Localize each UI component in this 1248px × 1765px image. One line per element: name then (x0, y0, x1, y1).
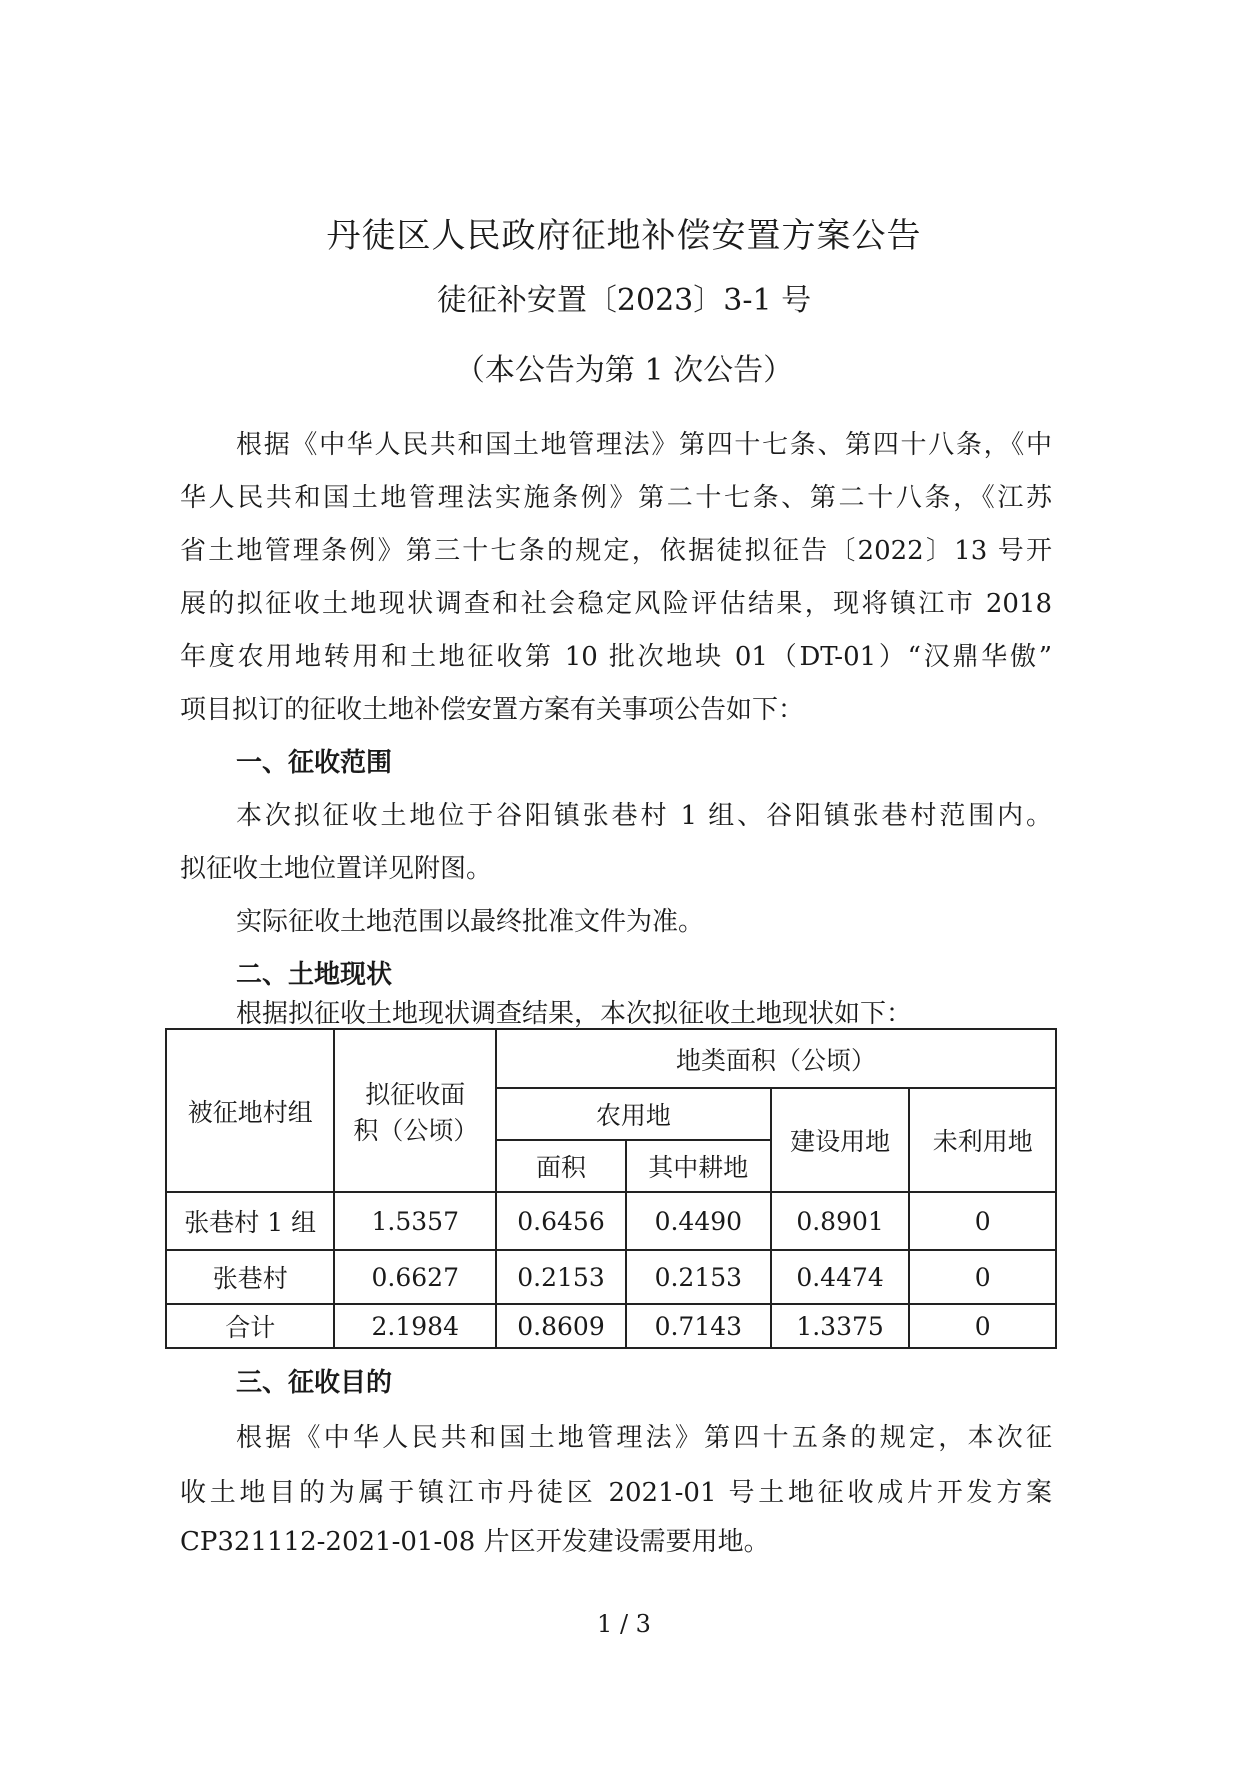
header-unused: 未利用地 (909, 1088, 1056, 1192)
header-landtype: 地类面积（公顷） (496, 1029, 1056, 1088)
land-status-table (165, 1028, 1057, 1349)
cell: 2.1984 (334, 1304, 496, 1348)
document-title: 丹徒区人民政府征地补偿安置方案公告 (326, 216, 922, 256)
cell: 张巷村 (166, 1250, 334, 1304)
cell: 0 (909, 1250, 1056, 1304)
header-village: 被征地村组 (166, 1029, 334, 1192)
section3-line: 根据《中华人民共和国土地管理法》第四十五条的规定，本次征 (236, 1423, 1052, 1453)
table-row (166, 1250, 1056, 1304)
section2-heading: 二、土地现状 (236, 960, 393, 990)
cell: 合计 (166, 1304, 334, 1348)
cell: 张巷村 1 组 (166, 1192, 334, 1250)
intro-line: 根据《中华人民共和国土地管理法》第四十七条、第四十八条，《中 (236, 430, 1052, 460)
cell: 0.6627 (334, 1250, 496, 1304)
cell: 0.4474 (771, 1250, 910, 1304)
intro-line: 展的拟征收土地现状调查和社会稳定风险评估结果，现将镇江市 2018 (180, 589, 1052, 619)
cell: 0.6456 (496, 1192, 626, 1250)
section1-line: 拟征收土地位置详见附图。 (180, 854, 493, 884)
section1-line: 本次拟征收土地位于谷阳镇张巷村 1 组、谷阳镇张巷村范围内。 (236, 801, 1052, 831)
section2-intro: 根据拟征收土地现状调查结果，本次拟征收土地现状如下： (236, 999, 913, 1029)
section3-line: 收土地目的为属于镇江市丹徒区 2021-01 号土地征收成片开发方案 (180, 1478, 1052, 1508)
cell: 0.8901 (771, 1192, 910, 1250)
cell: 0 (909, 1304, 1056, 1348)
cell: 0.7143 (626, 1304, 771, 1348)
intro-line: 年度农用地转用和土地征收第 10 批次地块 01（DT-01）“汉鼎华傲” (180, 642, 1052, 672)
cell: 0.8609 (496, 1304, 626, 1348)
cell: 0.2153 (496, 1250, 626, 1304)
document-number: 徒征补安置〔2023〕3-1 号 (436, 283, 812, 318)
header-agri-area: 面积 (496, 1140, 626, 1192)
section3-line: CP321112-2021-01-08 片区开发建设需要用地。 (180, 1527, 770, 1557)
header-construction: 建设用地 (771, 1088, 910, 1192)
page-number: 1 / 3 (597, 1610, 651, 1638)
cell: 1.3375 (771, 1304, 910, 1348)
section3-heading: 三、征收目的 (236, 1368, 393, 1398)
header-area: 拟征收面积（公顷） (334, 1029, 496, 1192)
intro-line: 华人民共和国土地管理法实施条例》第二十七条、第二十八条，《江苏 (180, 483, 1052, 513)
section1-line: 实际征收土地范围以最终批准文件为准。 (236, 907, 705, 937)
intro-line: 省土地管理条例》第三十七条的规定，依据徒拟征告〔2022〕13 号开 (180, 536, 1052, 566)
table-row (166, 1304, 1056, 1348)
notice-count: （本公告为第 1 次公告） (454, 353, 794, 388)
cell: 1.5357 (334, 1192, 496, 1250)
intro-line: 项目拟订的征收土地补偿安置方案有关事项公告如下： (180, 695, 805, 725)
section1-heading: 一、征收范围 (236, 748, 393, 778)
cell: 0.2153 (626, 1250, 771, 1304)
cell: 0.4490 (626, 1192, 771, 1250)
cell: 0 (909, 1192, 1056, 1250)
table-row (166, 1192, 1056, 1250)
header-agri: 农用地 (496, 1088, 771, 1140)
header-agri-arable: 其中耕地 (626, 1140, 771, 1192)
